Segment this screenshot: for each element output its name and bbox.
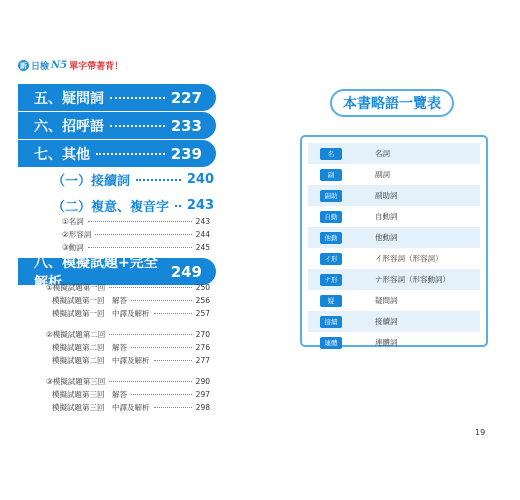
toc-section-label: 八、模擬試題+完全解析 [34,254,158,291]
toc-item-page: 243 [195,217,210,226]
toc-section-label: 六、招呼語 [34,118,104,135]
abbreviation-tag: 副助 [320,190,342,202]
abbreviation-row [308,164,480,185]
toc-exam-page: 270 [195,330,210,339]
toc-exam-label: ①模擬試題第一回 [46,283,106,292]
abbreviation-row [308,290,480,311]
dot-leader [175,205,181,207]
toc-subsection-page: 240 [186,172,214,187]
logo-badge: 新 [20,61,27,70]
page-number: 19 [475,428,486,437]
dot-leader [154,313,192,314]
toc-exam-page: 277 [195,356,210,365]
dot-leader [88,247,192,248]
dot-leader [95,234,191,235]
book-logo [18,59,123,72]
abbreviation-tag: 名 [320,148,342,160]
toc-item-adjectives[interactable] [62,229,210,240]
toc-exam-page: 290 [195,377,210,386]
abbreviation-meaning: 接續詞 [375,317,398,326]
abbreviation-tag: 副 [320,169,342,181]
toc-section-page: 227 [170,88,202,107]
toc-item-label: ③動詞 [62,243,84,252]
toc-subsection-label: （二）複意、複音字 [52,200,170,215]
abbreviation-row [308,143,480,164]
dot-leader [110,97,165,99]
abbreviation-row [308,332,480,353]
dot-leader [109,287,191,288]
abbreviation-meaning: 他動詞 [375,233,398,242]
toc-section-7[interactable] [18,140,216,167]
dot-leader [110,125,165,127]
toc-section-label: 七、其他 [34,146,90,163]
abbreviation-meaning: 疑問詞 [375,296,398,305]
toc-section-6[interactable] [18,112,216,139]
toc-exam-row[interactable] [52,342,210,353]
toc-subsection-label: （一）接續詞 [52,174,131,189]
toc-section-page: 239 [170,144,202,163]
dot-leader [131,394,192,395]
abbreviation-row [308,185,480,206]
abbreviation-row [308,206,480,227]
logo-tagline: 單字帶著背！ [69,62,124,72]
abbreviation-row [308,227,480,248]
toc-exam-row[interactable] [46,282,210,293]
dot-leader [136,179,181,181]
toc-exam-row[interactable] [52,402,210,413]
dot-leader [109,334,191,335]
logo-level: N5 [51,60,68,71]
toc-exam-row[interactable] [52,355,210,366]
dot-leader [131,300,192,301]
abbreviation-row [308,248,480,269]
toc-exam-row[interactable] [52,295,210,306]
toc-item-label: ①名詞 [62,217,84,226]
abbreviation-meaning: イ形容詞（形容詞） [375,254,443,263]
abbreviation-table [300,135,488,347]
toc-section-label: 五、疑問詞 [34,90,104,107]
abbreviation-meaning: 連體詞 [375,338,398,347]
toc-exam-page: 276 [195,343,210,352]
abbreviation-tag: ナ形 [320,274,342,286]
toc-exam-label: 模擬試題第三回 中譯及解析 [52,403,150,412]
toc-exam-label: 模擬試題第一回 解答 [52,296,127,305]
toc-exam-page: 298 [195,403,210,412]
toc-exam-row[interactable] [46,376,210,387]
dot-leader [109,381,191,382]
abbreviation-meaning: 自動詞 [375,212,398,221]
abbreviation-tag: 疑 [320,295,342,307]
dot-leader [88,221,192,222]
toc-subsection-page: 243 [186,198,214,213]
toc-exam-page: 250 [195,283,210,292]
toc-exam-row[interactable] [52,389,210,400]
abbreviation-meaning: 副詞 [375,170,390,179]
toc-section-page: 233 [170,116,202,135]
toc-exam-label: ③模擬試題第三回 [46,377,106,386]
abbreviation-meaning: ナ形容詞（形容動詞） [375,275,450,284]
toc-exam-label: 模擬試題第一回 中譯及解析 [52,309,150,318]
toc-exam-row[interactable] [52,308,210,319]
toc-item-nouns[interactable] [62,216,210,227]
dot-leader [96,153,165,155]
toc-exam-page: 297 [195,390,210,399]
abbreviation-tag: 自動 [320,211,342,223]
toc-section-5[interactable] [18,84,216,111]
toc-exam-label: 模擬試題第二回 解答 [52,343,127,352]
toc-item-label: ②形容詞 [62,230,92,239]
toc-section-page: 249 [170,262,202,281]
toc-item-page: 245 [195,243,210,252]
abbreviation-tag: イ形 [320,253,342,265]
dot-leader [154,360,192,361]
dot-leader [131,347,192,348]
toc-item-page: 244 [195,230,210,239]
abbreviation-tag: 連體 [320,337,342,349]
toc-subsection-conjunctions[interactable] [52,170,216,189]
abbreviation-tag: 他動 [320,232,342,244]
toc-exam-label: 模擬試題第二回 中譯及解析 [52,356,150,365]
toc-exam-page: 257 [195,309,210,318]
abbreviation-row [308,311,480,332]
toc-exam-label: ②模擬試題第二回 [46,330,106,339]
abbreviation-meaning: 副助詞 [375,191,398,200]
abbreviation-tag: 接續 [320,316,342,328]
toc-subsection-polysemy[interactable] [52,196,216,215]
abbreviation-meaning: 名詞 [375,149,390,158]
toc-exam-row[interactable] [46,329,210,340]
logo-brand: 日檢 [31,62,50,72]
toc-exam-page: 256 [195,296,210,305]
dot-leader [154,407,192,408]
abbreviation-row [308,269,480,290]
toc-exam-label: 模擬試題第三回 解答 [52,390,127,399]
abbreviation-title: 本書略語一覽表 [330,89,454,117]
